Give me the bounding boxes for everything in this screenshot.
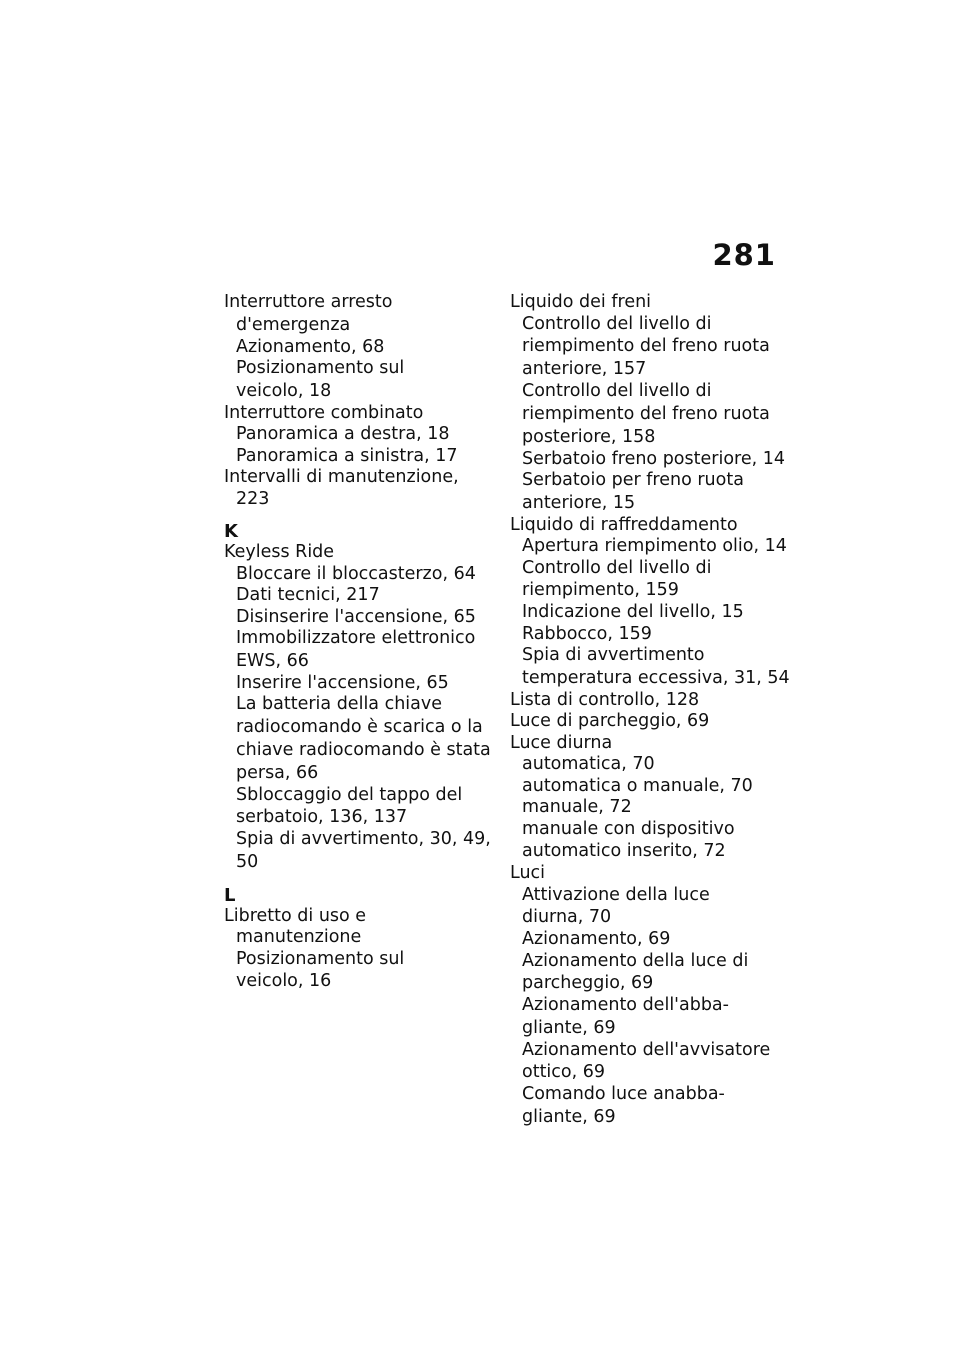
index-line: Interruttore arresto [224, 292, 393, 312]
index-entry [510, 711, 790, 733]
index-subentry [510, 624, 790, 646]
index-line: Panoramica a destra, 18 [236, 424, 450, 444]
index-line: automatica o manuale, 70 [522, 775, 753, 796]
index-subentry [224, 694, 492, 785]
index-line: Azionamento dell'avvisatore [522, 1039, 771, 1060]
index-subentry [510, 995, 790, 1040]
index-entry [510, 292, 790, 314]
page-number: 281 [712, 238, 776, 272]
index-line: ottico, 69 [522, 1062, 606, 1082]
index-line: parcheggio, 69 [522, 973, 654, 993]
index-line: Comando luce anabba- [522, 1084, 725, 1104]
index-line: Libretto di uso e manutenzione [224, 905, 367, 947]
index-line: Controllo del livello di [522, 313, 712, 334]
index-line: Luce di parcheggio, 69 [510, 711, 710, 731]
index-subentry [510, 645, 790, 690]
index-line: veicolo, 18 [236, 380, 332, 401]
index-line: Bloccare il bloccasterzo, 64 [236, 563, 476, 584]
index-entry [224, 906, 492, 949]
index-line: persa, 66 [236, 762, 319, 783]
index-subentry [510, 1040, 790, 1085]
index-entry [510, 733, 790, 755]
index-line: Rabbocco, 159 [522, 623, 652, 644]
index-entry [224, 542, 492, 564]
index-entry [224, 467, 492, 510]
index-line: Azionamento della luce di [522, 950, 749, 971]
index-line: automatica, 70 [522, 754, 655, 774]
index-line: posteriore, 158 [522, 426, 656, 447]
index-line: L [224, 884, 236, 906]
index-line: Controllo del livello di [522, 381, 712, 401]
index-line: Posizionamento sul [236, 948, 405, 969]
index-subentry [224, 337, 492, 359]
index-column-left [224, 292, 492, 993]
index-letter-heading [224, 886, 492, 906]
index-subentry [224, 949, 492, 994]
index-line: Serbatoio per freno ruota [522, 470, 744, 490]
index-subentry [224, 673, 492, 695]
index-line: gliante, 69 [522, 1106, 616, 1127]
index-line: Keyless Ride [224, 542, 335, 562]
index-line: Liquido di raffreddamento [510, 514, 738, 535]
index-subentry [510, 885, 790, 930]
index-entry [224, 403, 492, 425]
index-line: K [224, 521, 238, 542]
index-entry [510, 863, 790, 885]
index-line: anteriore, 157 [522, 359, 647, 379]
index-line: Luce diurna [510, 732, 613, 753]
index-subentry [510, 536, 790, 558]
index-subentry [224, 358, 492, 403]
index-subentry [510, 819, 790, 864]
index-line: Indicazione del livello, 15 [522, 602, 744, 622]
index-line: temperatura eccessiva, 31, 54 [522, 667, 790, 688]
index-subentry [510, 929, 790, 951]
index-subentry [510, 1084, 790, 1129]
index-subentry [224, 628, 492, 673]
index-line: manuale con dispositivo [522, 818, 735, 839]
index-line: Attivazione della luce [522, 884, 710, 905]
index-line: Spia di avvertimento [522, 645, 705, 665]
index-line: gliante, 69 [522, 1017, 616, 1038]
index-line: riempimento del freno ruota [522, 336, 770, 356]
index-subentry [510, 797, 790, 819]
index-entry [224, 292, 492, 337]
index-line: veicolo, 16 [236, 971, 332, 991]
index-line: Lista di controllo, 128 [510, 689, 700, 710]
index-line: EWS, 66 [236, 650, 309, 671]
index-subentry [510, 470, 790, 515]
index-line: Interruttore combinato [224, 402, 424, 423]
index-line: Apertura riempimento olio, 14 [522, 536, 787, 556]
index-subentry [224, 446, 492, 468]
index-subentry [510, 314, 790, 382]
index-line: Azionamento, 68 [236, 336, 385, 357]
index-line: Immobilizzatore elettronico [236, 628, 476, 648]
index-subentry [224, 785, 492, 830]
index-line: riempimento, 159 [522, 580, 679, 600]
index-line: La batteria della chiave [236, 694, 443, 714]
index-subentry [510, 951, 790, 996]
index-subentry [224, 585, 492, 607]
index-line: Disinserire l'accensione, 65 [236, 606, 476, 627]
index-line: manuale, 72 [522, 797, 632, 817]
index-line: Inserire l'accensione, 65 [236, 672, 449, 693]
index-line: chiave radiocomando è stata [236, 739, 491, 760]
index-line: Panoramica a sinistra, 17 [236, 445, 458, 466]
index-subentry [224, 424, 492, 446]
index-subentry [510, 776, 790, 798]
index-subentry [510, 449, 790, 471]
index-line: Azionamento dell'abba- [522, 995, 729, 1015]
index-line: serbatoio, 136, 137 [236, 807, 408, 827]
index-line: automatico inserito, 72 [522, 841, 726, 861]
index-line: Azionamento, 69 [522, 929, 671, 949]
index-subentry [224, 564, 492, 586]
index-line: Dati tecnici, 217 [236, 585, 380, 605]
index-line: Controllo del livello di [522, 557, 712, 578]
index-subentry [224, 829, 492, 874]
index-line: Spia di avvertimento, 30, 49, [236, 829, 491, 849]
index-line: Liquido dei freni [510, 292, 652, 312]
index-line: Luci [510, 863, 546, 883]
index-line: riempimento del freno ruota [522, 403, 770, 424]
index-letter-heading [224, 522, 492, 542]
index-line: d'emergenza [236, 314, 351, 335]
index-subentry [224, 607, 492, 629]
index-line: anteriore, 15 [522, 492, 636, 513]
index-line: radiocomando è scarica o la [236, 716, 483, 737]
index-line: 50 [236, 851, 259, 872]
index-subentry [510, 381, 790, 449]
index-line: Sbloccaggio del tappo del [236, 784, 463, 805]
index-column-right [510, 292, 790, 1129]
index-line: Intervalli di manutenzione, 223 [224, 467, 459, 509]
index-subentry [510, 754, 790, 776]
index-entry [510, 690, 790, 712]
index-subentry [510, 602, 790, 624]
index-subentry [510, 558, 790, 603]
index-line: Serbatoio freno posteriore, 14 [522, 448, 785, 469]
index-line: Posizionamento sul [236, 358, 405, 378]
index-entry [510, 515, 790, 537]
index-line: diurna, 70 [522, 907, 612, 927]
